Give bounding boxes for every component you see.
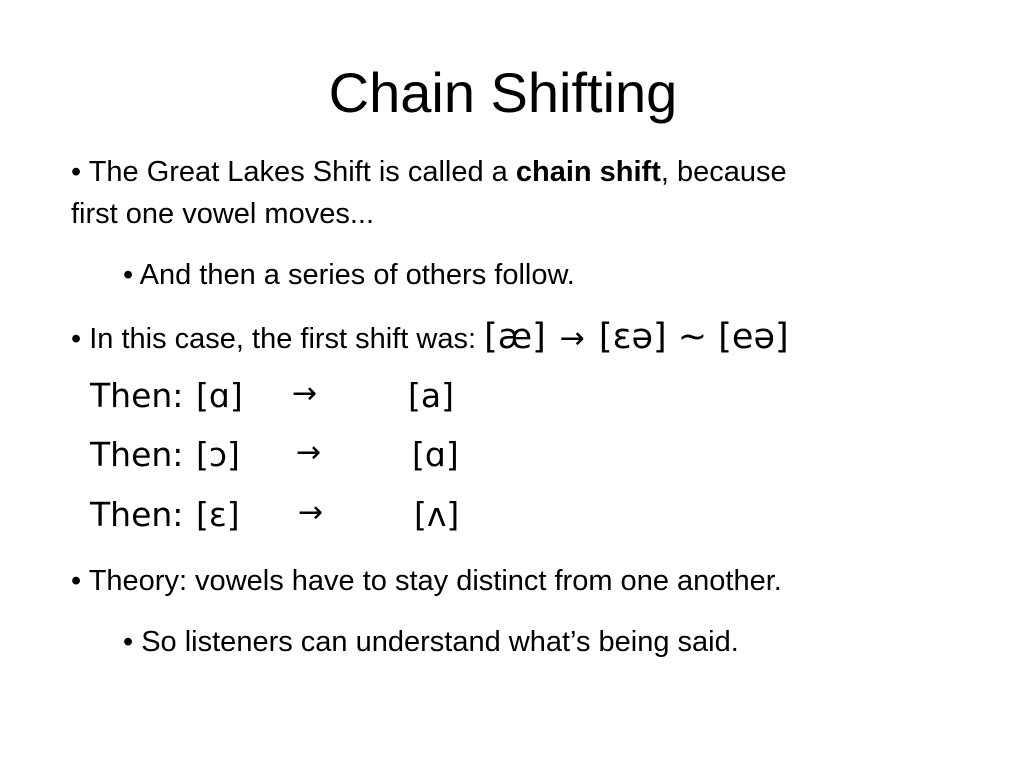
slide-title: Chain Shifting: [328, 61, 678, 124]
bullet-text: So listeners can understand what’s being said.: [133, 626, 739, 658]
bullet-first-shift: [71, 316, 789, 360]
bullet-marker: •: [71, 156, 82, 188]
bullet-text-after: , because: [660, 156, 787, 188]
ipa-from: [æ]: [484, 317, 546, 357]
ipa-from: [ɔ]: [196, 435, 240, 474]
arrow-icon: →: [296, 435, 322, 470]
then-label: Then:: [90, 495, 184, 534]
bullet-marker: •: [123, 626, 134, 658]
then-label: Then:: [90, 435, 184, 474]
sub-bullet-listeners: [123, 621, 739, 663]
bullet-text: And then a series of others follow.: [133, 259, 575, 291]
bullet-text: In this case, the first shift was:: [81, 323, 485, 355]
bullet-theory: [71, 560, 782, 602]
ipa-to: [ʌ]: [414, 495, 460, 534]
arrow-icon: →: [298, 495, 324, 530]
bullet-text: The Great Lakes Shift is called a: [81, 156, 516, 188]
bullet-continuation: first one vowel moves...: [71, 198, 374, 230]
bullet-chain-shift: [71, 151, 787, 193]
bullet-marker: •: [71, 323, 82, 355]
ipa-to: [a]: [408, 376, 454, 415]
ipa-to: [ɑ]: [412, 435, 459, 474]
arrow-icon: →: [292, 376, 318, 411]
bold-term: chain shift: [515, 156, 661, 188]
bullet-text: Theory: vowels have to stay distinct from one another.: [81, 565, 782, 597]
bullet-marker: •: [71, 565, 82, 597]
ipa-from: [ɑ]: [196, 376, 243, 415]
arrow-icon: →: [559, 321, 585, 356]
bullet-marker: •: [123, 259, 134, 291]
first-shift-ipa: [484, 317, 789, 357]
ipa-from: [ɛ]: [196, 495, 240, 534]
then-label: Then:: [90, 376, 184, 415]
sub-bullet-series: [123, 254, 575, 296]
ipa-to: [ɛə] ~ [eə]: [598, 317, 789, 357]
